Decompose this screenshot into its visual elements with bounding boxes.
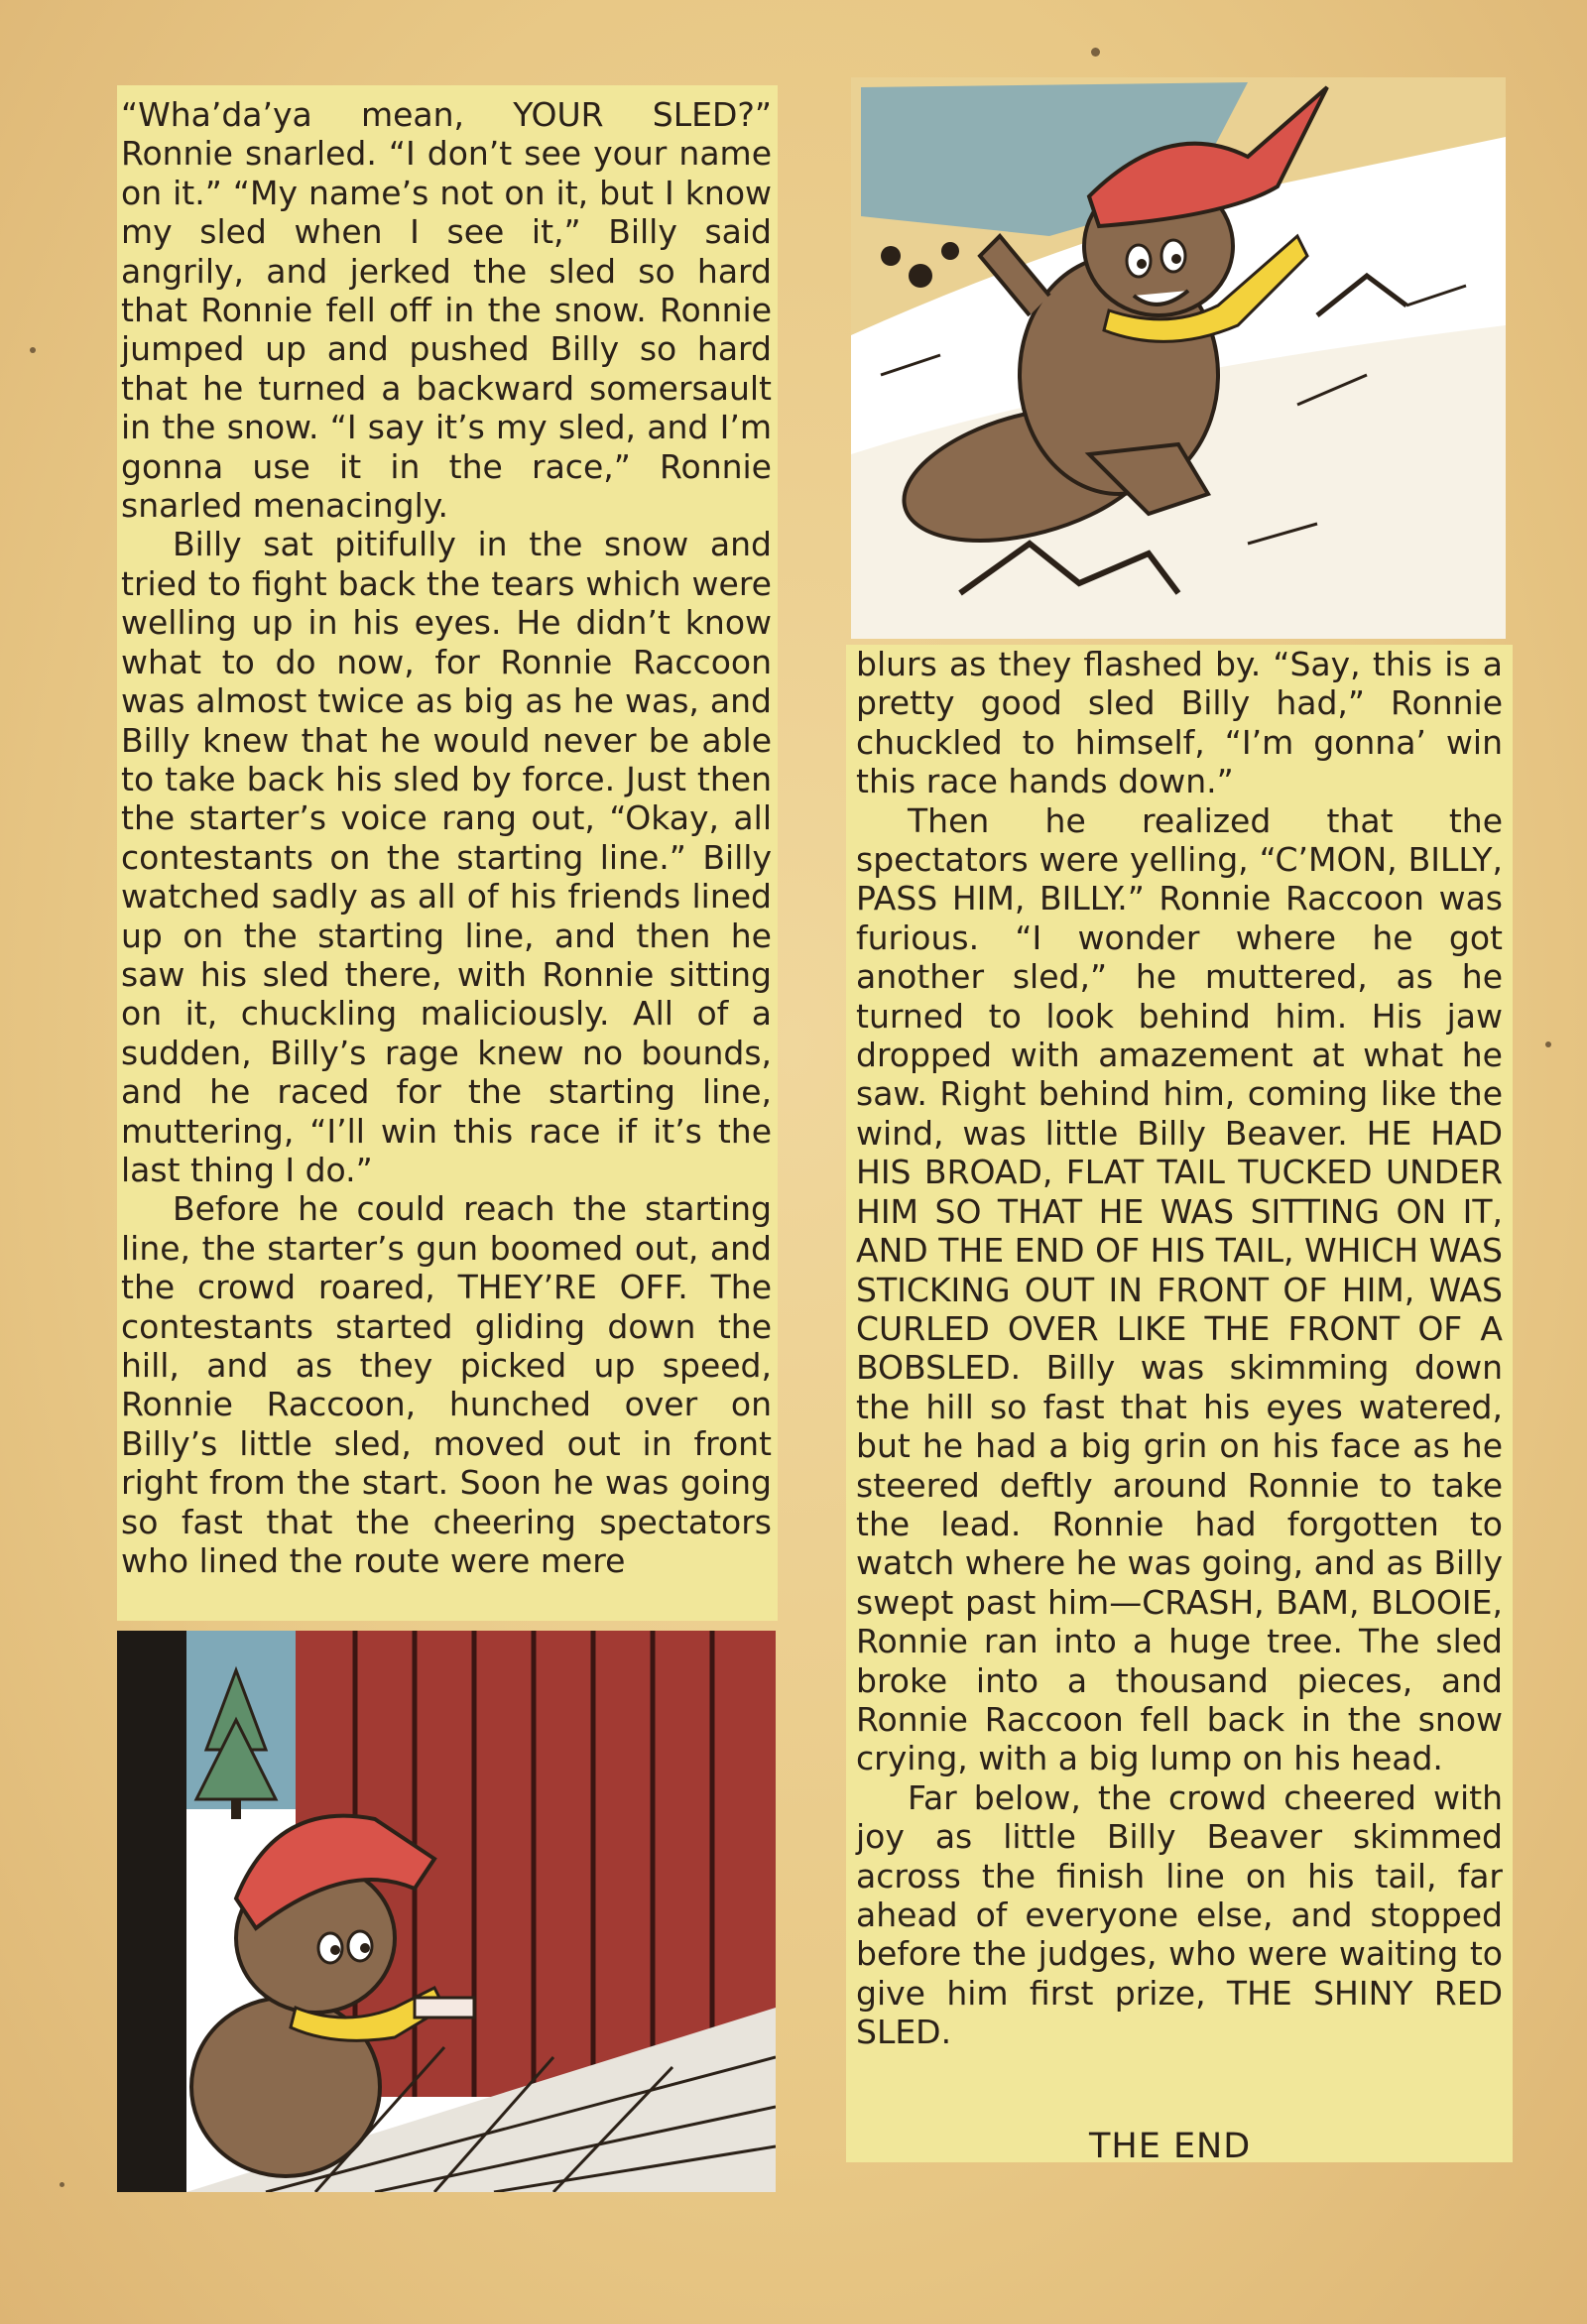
paper-speck — [30, 347, 36, 353]
story-paragraph: Far below, the crowd cheered with joy as little Billy Beaver skimmed across the finish line on his tail, far ahead of everyone else, and stopped before the judges, who were waiting to give him first prize, THE SHINY RED SLED. — [856, 1777, 1503, 2052]
paper-speck — [1091, 48, 1100, 57]
paper-speck — [1545, 1041, 1551, 1047]
story-paragraph: “Wha’da’ya mean, YOUR SLED?” Ronnie snarled. “I don’t see your name on it.” “My name’s not on it, but I know my sled when I see it,” Billy said angrily, and jerked the sled so hard that Ronnie fell off in the snow. Ronnie jumped up and pushed Billy so hard that he turned a backward somersault in the snow. “I say it’s my sled, and I’m gonna use it in the race,” Ronnie snarled menacingly. — [121, 95, 772, 526]
illustration-beaver-at-door — [117, 1631, 776, 2192]
beaver-sledding-drawing — [851, 77, 1506, 639]
story-paragraph: Then he realized that the spectators were yelling, “C’MON, BILLY, PASS HIM, BILLY.” Ronnie Raccoon was furious. “I wonder where he got another sled,” he muttered, as he turned to look behind him. His jaw dropped with amazement at what he saw. Right behind him, coming like the wind, was little Billy Beaver. HE HAD HIS BROAD, FLAT TAIL TUCKED UNDER HIM SO THAT HE WAS SITTING ON IT, AND THE END OF HIS TAIL, WHICH WAS STICKING OUT IN FRONT OF HIM, WAS CURLED OVER LIKE THE FRONT OF A BOBSLED. Billy was skimming down the hill so fast that his eyes watered, but he had a big grin on his face as he steered deftly around Ronnie to take the lead. Ronnie had forgotten to watch where he was going, and as Billy swept past him—CRASH, BAM, BLOOIE, Ronnie ran into a huge tree. The sled broke into a thousand pieces, and Ronnie Raccoon fell back in the snow crying, with a big lump on his head. — [856, 800, 1503, 1778]
paper-speck — [60, 2182, 64, 2187]
illustration-beaver-sledding — [851, 77, 1506, 639]
story-paragraph: blurs as they flashed by. “Say, this is a pretty good sled Billy had,” Ronnie chuckled to himself, “I’m gonna’ win this race hands down.” — [856, 645, 1503, 801]
beaver-door-drawing — [117, 1631, 776, 2192]
story-column-left — [117, 85, 778, 1621]
story-paragraph: Before he could reach the starting line, the starter’s gun boomed out, and the crowd roared, THEY’RE OFF. The contestants started gliding down the hill, and as they picked up speed, Ronnie Raccoon, hunched over on Billy’s little sled, moved out in front right from the start. Soon he was going so fast that the cheering spectators who lined the route were mere — [121, 1189, 772, 1581]
story-column-right — [846, 645, 1513, 2162]
the-end-label: THE END — [1089, 2127, 1252, 2166]
story-paragraph: Billy sat pitifully in the snow and tried to fight back the tears which were welling up in his eyes. He didn’t know what to do now, for Ronnie Raccoon was almost twice as big as he was, and Billy knew that he would never be able to take back his sled by force. Just then the starter’s voice rang out, “Okay, all contestants on the starting line.” Billy watched sadly as all of his friends lined up on the starting line, and then he saw his sled there, with Ronnie sitting on it, chuckling maliciously. All of a sudden, Billy’s rage knew no bounds, and he raced for the starting line, muttering, “I’ll win this race if it’s the last thing I do.” — [121, 525, 772, 1189]
